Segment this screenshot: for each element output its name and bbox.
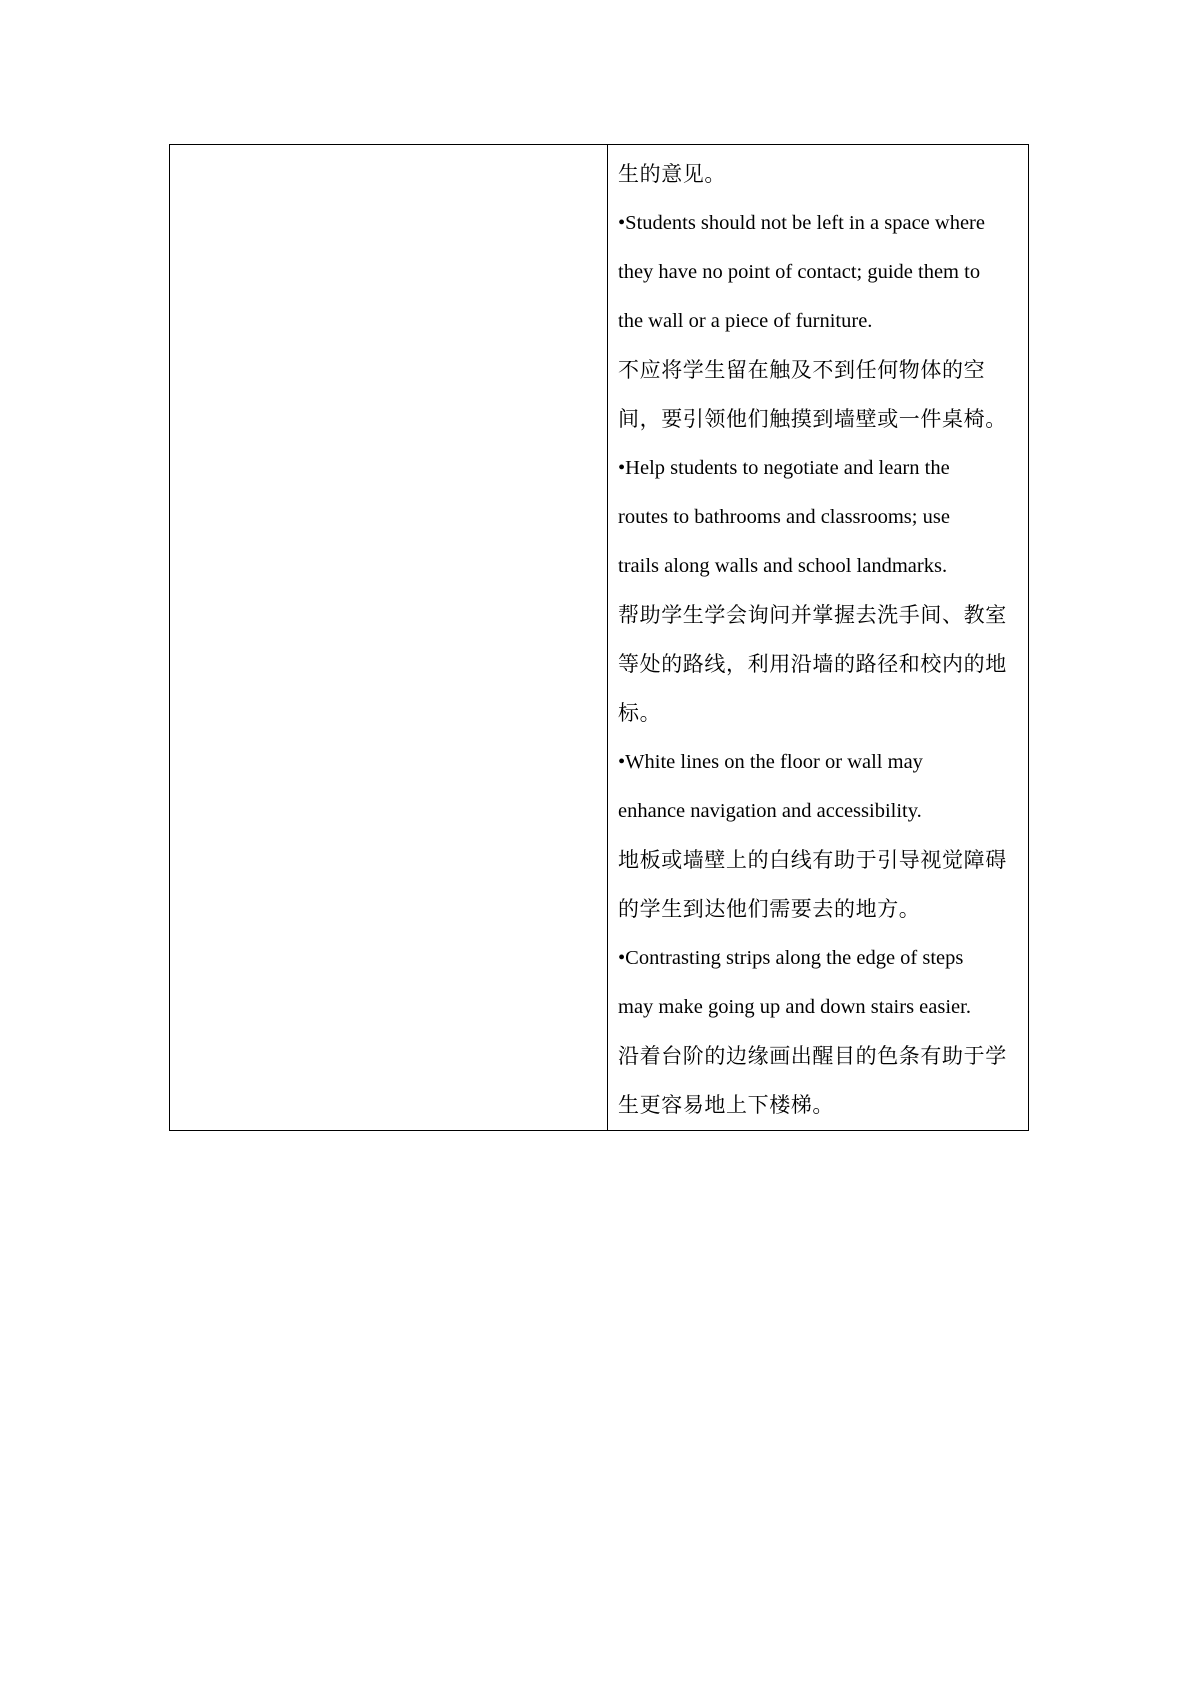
text-line: 沿着台阶的边缘画出醒目的色条有助于学 (618, 1044, 1007, 1068)
text-line: •Students should not be left in a space where (618, 212, 985, 234)
text-line: 等处的路线，利用沿墙的路径和校内的地 (618, 652, 1007, 676)
text-line: •White lines on the floor or wall may (618, 751, 923, 773)
content-table (169, 144, 1029, 1131)
text-line: they have no point of contact; guide them to (618, 261, 981, 283)
text-line: 不应将学生留在触及不到任何物体的空 (618, 358, 986, 382)
text-line: routes to bathrooms and classrooms; use (618, 506, 950, 528)
table-row (170, 145, 1029, 1131)
text-line: enhance navigation and accessibility. (618, 800, 922, 822)
text-line: 生更容易地上下楼梯。 (618, 1093, 834, 1117)
text-line: the wall or a piece of furniture. (618, 310, 873, 332)
left-cell (170, 145, 608, 1131)
text-line: may make going up and down stairs easier. (618, 996, 971, 1018)
text-line: 间，要引领他们触摸到墙壁或一件桌椅。 (618, 407, 1007, 431)
text-line: 地板或墙壁上的白线有助于引导视觉障碍 (618, 848, 1007, 872)
text-line: •Contrasting strips along the edge of steps (618, 947, 964, 969)
text-line: trails along walls and school landmarks. (618, 555, 948, 577)
text-line: 帮助学生学会询问并掌握去洗手间、教室 (618, 603, 1007, 627)
text-line: 生的意见。 (618, 162, 726, 186)
text-line: 标。 (618, 701, 662, 725)
right-cell-content (608, 145, 1028, 1130)
text-line: •Help students to negotiate and learn the (618, 457, 950, 479)
right-cell (608, 145, 1029, 1131)
text-line: 的学生到达他们需要去的地方。 (618, 897, 921, 921)
